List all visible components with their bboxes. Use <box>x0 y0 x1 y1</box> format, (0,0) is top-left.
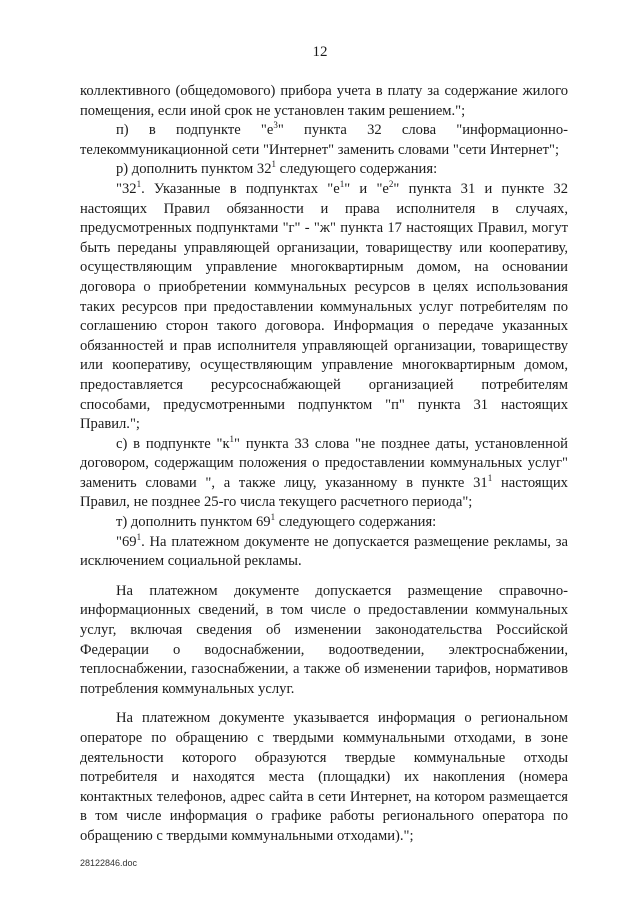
text-run: " пункта 31 и пункте 32 настоящих Правил обязанности и права исполнителя в случаях, предусмотренных подпунктами "г" - "ж" пункта 17 настоящих Правил, могут быть переданы управляющей организации, товариществу или кооперативу, осуществляющим управление многоквартирным домом, на основании договора о приобретении коммунальных ресурсов в целях использования таких ресурсов при предоставлении коммунальных услуг потребителям по соглашению сторон такого договора. Информация о передаче указанных обязанностей и прав исполнителя управляющей организации, товариществу или кооперативу, осуществляющим управление многоквартирным домом, предоставляется ресурсоснабжающей организацией потребителям способами, предусмотренными подпунктом "п" пункта 31 настоящих Правил."; <box>80 180 568 433</box>
superscript: 1 <box>487 472 493 483</box>
text-run: " пункта 32 слова "информационно-телекоммуникационной сети "Интернет" заменить словами "сети Интернет"; <box>80 122 568 158</box>
superscript: 1 <box>339 178 345 189</box>
paragraph-item-r <box>80 160 568 180</box>
document-body <box>80 82 568 847</box>
text-run: п) в подпункте "е <box>116 122 274 139</box>
paragraph-item-p <box>80 121 568 160</box>
paragraph-item-t <box>80 513 568 533</box>
paragraph-point-32-1 <box>80 180 568 435</box>
paragraph-regional-operator <box>80 709 568 846</box>
page-number: 12 <box>312 44 328 60</box>
superscript: 1 <box>229 433 235 444</box>
text-run: настоящих Правил, не позднее 25-го числа текущего расчетного периода"; <box>80 474 568 511</box>
text-run: На платежном документе допускается размещение справочно-информационных сведений, в том числе о предоставлении коммунальных услуг, включая сведения об изменении законодательства Российской Федерации о водоснабжении, водоотведении, электроснабжении, теплоснабжении, газоснабжении, а также об изменении тарифов, нормативов потребления коммунальных услуг. <box>80 582 568 697</box>
text-run: "69 <box>116 533 137 550</box>
paragraph-point-69-1 <box>80 533 568 572</box>
paragraph-item-s <box>80 435 568 513</box>
text-run: " и "е <box>344 180 389 197</box>
text-run: с) в подпункте "к <box>116 435 230 452</box>
text-run: следующего содержания: <box>276 161 438 178</box>
paragraph-continuation <box>80 82 568 121</box>
superscript: 1 <box>271 159 277 170</box>
text-run: " пункта 33 слова "не позднее даты, установленной договором, содержащим положения о предоставлении коммунальных услуг" заменить словами ", а также лицу, указанному в пункте 31 <box>80 435 568 491</box>
text-run: т) дополнить пунктом 69 <box>116 514 271 531</box>
text-run: . На платежном документе не допускается размещение рекламы, за исключением социальной рекламы. <box>80 533 568 570</box>
text-run: коллективного (общедомового) прибора учета в плату за содержание жилого помещения, если иной срок не установлен таким решением."; <box>80 83 568 119</box>
text-run: "32 <box>116 180 137 197</box>
document-file-id: 28122846.doc <box>80 858 138 868</box>
paragraph-reference-info <box>80 582 568 700</box>
superscript: 1 <box>136 178 142 189</box>
text-run: р) дополнить пунктом 32 <box>116 161 272 178</box>
superscript: 3 <box>273 120 278 131</box>
superscript: 2 <box>388 178 394 189</box>
text-run: следующего содержания: <box>275 514 437 531</box>
superscript: 1 <box>136 531 142 542</box>
superscript: 1 <box>270 512 276 523</box>
text-run: На платежном документе указывается информация о региональном операторе по обращению с твердыми коммунальными отходами, в зоне деятельности которого образуются твердые коммунальные отходы потребителя и находятся места (площадки) их накопления (номера контактных телефонов, адрес сайта в сети Интернет, на котором размещается в том числе информация о графике работы регионального оператора по обращению с твердыми коммунальными отходами)."; <box>80 710 568 844</box>
text-run: . Указанные в подпунктах "е <box>141 180 340 197</box>
